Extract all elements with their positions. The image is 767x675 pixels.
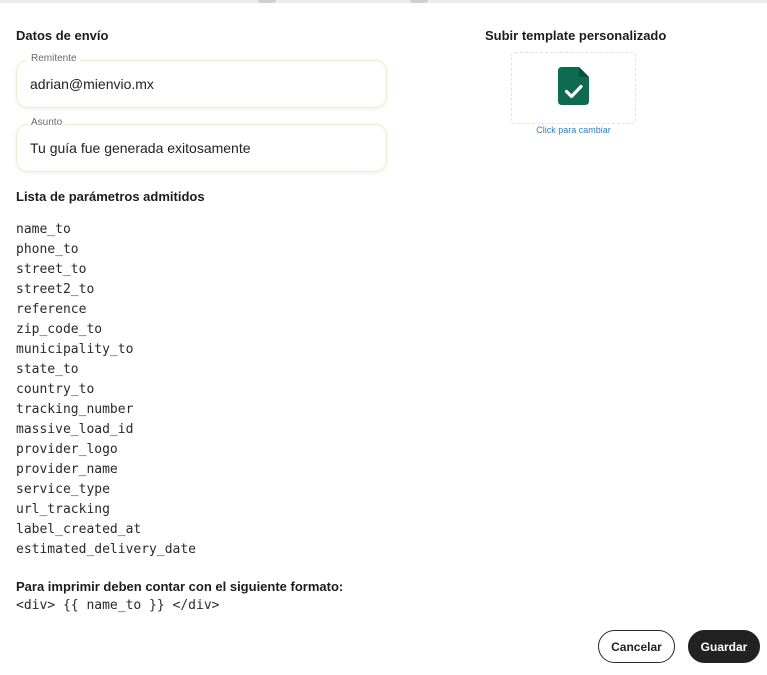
top-edge-notch: [258, 0, 276, 3]
param-item: street_to: [16, 262, 87, 277]
param-item: name_to: [16, 222, 71, 237]
param-item: municipality_to: [16, 342, 134, 357]
param-item: country_to: [16, 382, 95, 397]
param-item: state_to: [16, 362, 79, 377]
top-edge-notch: [410, 0, 428, 3]
file-check-icon: [558, 67, 589, 110]
format-example-code: <div> {{ name_to }} </div>: [16, 598, 220, 613]
change-template-link[interactable]: Click para cambiar: [536, 125, 611, 135]
param-item: phone_to: [16, 242, 79, 257]
subject-label: Asunto: [28, 117, 65, 128]
sender-label: Remitente: [28, 53, 80, 64]
param-item: reference: [16, 302, 87, 317]
params-list: [16, 220, 196, 560]
param-item: massive_load_id: [16, 422, 134, 437]
param-item: street2_to: [16, 282, 95, 297]
template-upload-dropzone[interactable]: [511, 52, 636, 124]
shipping-section-title: Datos de envío: [16, 28, 109, 43]
save-button[interactable]: Guardar: [688, 630, 760, 663]
sender-input[interactable]: [17, 61, 386, 107]
param-item: provider_name: [16, 462, 118, 477]
param-item: service_type: [16, 482, 110, 497]
param-item: estimated_delivery_date: [16, 542, 197, 557]
modal-top-edge: [0, 0, 767, 3]
format-section-title: Para imprimir deben contar con el siguiente formato:: [16, 579, 344, 594]
param-item: tracking_number: [16, 402, 134, 417]
param-item: provider_logo: [16, 442, 118, 457]
params-section-title: Lista de parámetros admitidos: [16, 189, 205, 204]
cancel-button[interactable]: Cancelar: [598, 630, 675, 663]
param-item: label_created_at: [16, 522, 142, 537]
subject-field[interactable]: [16, 117, 387, 172]
param-item: url_tracking: [16, 502, 110, 517]
param-item: zip_code_to: [16, 322, 103, 337]
subject-input[interactable]: [17, 125, 386, 171]
upload-section-title: Subir template personalizado: [485, 28, 667, 43]
sender-field[interactable]: [16, 53, 387, 108]
